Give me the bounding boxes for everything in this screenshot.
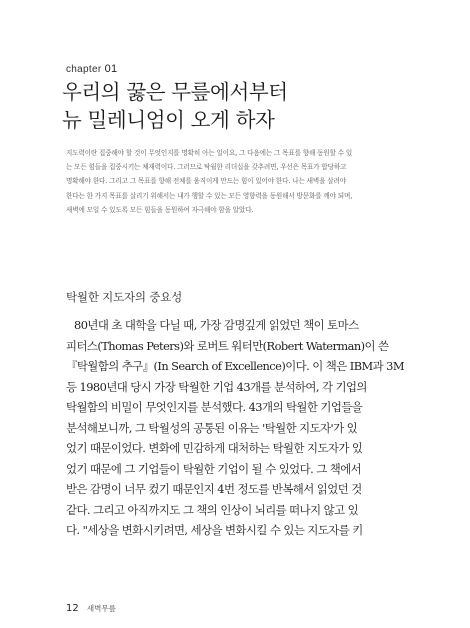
chapter-number: 01 [104,63,118,75]
body-line: 같다. 그리고 아직까지도 그 책의 인상이 뇌리를 떠나지 않고 있 [66,502,359,517]
section-heading: 탁월한 지도자의 중요성 [66,290,182,304]
chapter-intro [66,146,411,217]
intro-line: 는 모든 힘들을 집중시키는 체재력이다. 그러므로 탁월한 리더십을 갖추려면, 우선은 목표가 합당하고 [66,163,347,172]
page-footer [66,596,116,615]
body-paragraph [66,315,406,541]
body-line: 탁월함의 비밀이 무엇인지를 분석했다. 43개의 탁월한 기업들을 [66,400,363,414]
chapter-title-line: 뉴 밀레니엄이 오게 하자 [62,108,275,132]
body-line: 피터스(Thomas Peters)와 로버트 워터만(Robert Waterman)이 쓴 [66,338,389,353]
intro-line: 한다는 한 가지 목표를 살리기 위해서는 내가 행할 수 있는 모든 영향력을 동원해서 방문화를 깨야 되며, [66,191,353,200]
book-name: 새벽무릎 [86,604,116,613]
body-line: 등 1980년대 당시 가장 탁월한 기업 43개를 분석하여, 각 기업의 [66,379,367,394]
body-line: 었기 때문에 그 기업들이 탁월한 기업이 될 수 있었다. 그 책에서 [66,461,362,476]
chapter-title [62,78,288,134]
body-line: 다. "세상을 변화시키려면, 세상을 변화시킬 수 있는 지도자를 키 [66,523,363,537]
intro-line: 명확해야 한다. 그리고 그 목표를 향해 전체를 움직이게 만드는 힘이 있어야 한다. 나는 새벽을 살려야 [66,177,346,186]
body-line: 받은 감명이 너무 컸기 때문인지 4번 정도를 반복해서 읽었던 것 [66,482,362,496]
body-line: 『탁월함의 추구』(In Search of Excellence)이다. 이 책은 IBM과 3M [66,359,404,373]
intro-line: 지도력이란 집중해야 할 것이 무엇인지를 명확히 아는 일이요, 그 다음에는 그 목표를 향해 동원할 수 있 [66,149,353,157]
page-number: 12 [66,603,79,614]
body-line: 분석해보니까, 그 탁월성의 공통된 이유는 '탁월한 지도자'가 있 [66,420,358,435]
body-line: 80년대 초 대학을 다닐 때, 가장 감명깊게 읽었던 책이 토마스 [74,318,359,332]
intro-line: 새벽에 모일 수 있도록 모든 힘들을 동원하여 자극해야 함을 알았다. [66,205,254,214]
chapter-label [66,63,117,75]
chapter-prefix: chapter [66,64,102,75]
chapter-title-line: 우리의 꿇은 무릎에서부터 [62,80,288,104]
body-line: 었기 때문이었다. 변화에 민감하게 대처하는 탁월한 지도자가 있 [66,441,363,455]
